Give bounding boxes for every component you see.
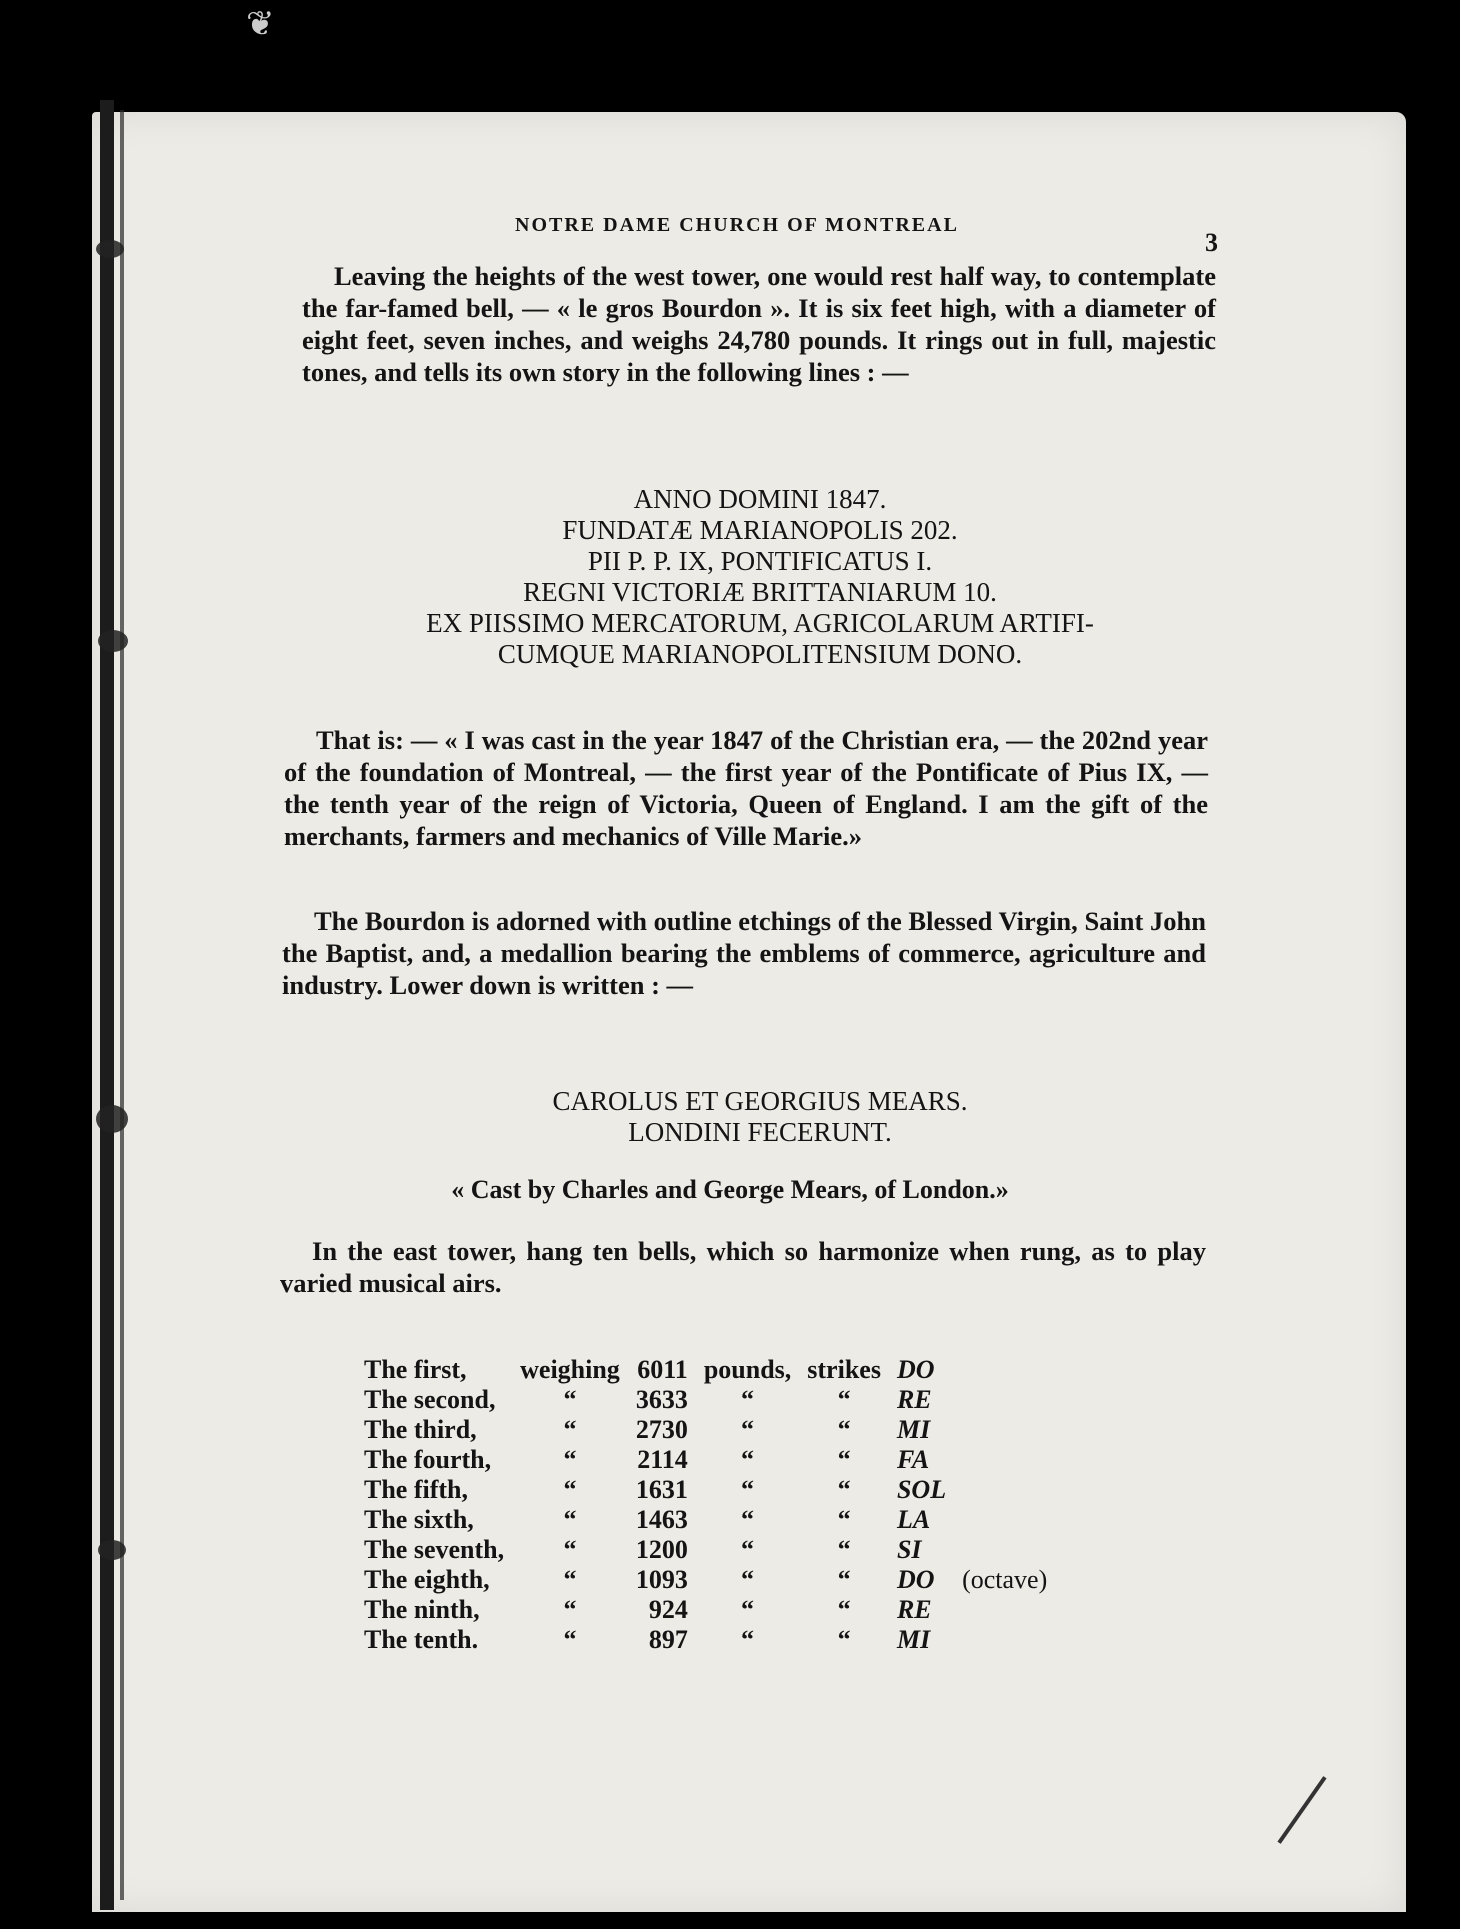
- bell-extra: (octave): [962, 1565, 1048, 1594]
- bell-weighing: “: [563, 1535, 577, 1564]
- bell-unit: “: [741, 1445, 755, 1474]
- paragraph-east-tower: [280, 1235, 1206, 1299]
- bell-strikes: “: [837, 1625, 851, 1654]
- bell-weight: 1093: [635, 1565, 688, 1594]
- bell-extra: [954, 1475, 1055, 1505]
- inscription-line: ANNO DOMINI 1847.: [633, 484, 887, 514]
- bell-name: The third,: [364, 1415, 477, 1444]
- bell-extra: [954, 1505, 1055, 1535]
- bell-name: The sixth,: [364, 1505, 474, 1534]
- bell-strikes: “: [837, 1415, 851, 1444]
- scanner-logo-mark: ❦: [246, 6, 275, 43]
- bell-extra: [954, 1355, 1055, 1385]
- bell-row: [356, 1565, 1055, 1595]
- bell-weighing: “: [563, 1505, 577, 1534]
- bell-strikes: strikes: [807, 1355, 881, 1384]
- inscription-latin: [300, 484, 1220, 670]
- bell-unit: “: [741, 1595, 755, 1624]
- bell-note: DO: [896, 1355, 935, 1384]
- inscription-founders: [300, 1086, 1220, 1148]
- bell-unit: “: [741, 1415, 755, 1444]
- bell-note: DO: [896, 1565, 935, 1594]
- bell-name: The fourth,: [364, 1445, 492, 1474]
- inscription-line: FUNDATÆ MARIANOPOLIS 202.: [562, 515, 958, 545]
- bell-row: [356, 1475, 1055, 1505]
- bell-weight: 897: [648, 1625, 688, 1654]
- bell-row: [356, 1385, 1055, 1415]
- bell-strikes: “: [837, 1475, 851, 1504]
- inscription-line: EX PIISSIMO MERCATORUM, AGRICOLARUM ARTIFI-: [426, 608, 1094, 638]
- bell-weighing: weighing: [520, 1355, 620, 1384]
- bell-row: [356, 1355, 1055, 1385]
- founders-translation: « Cast by Charles and George Mears, of London.»: [451, 1175, 1009, 1204]
- bell-name: The seventh,: [364, 1535, 505, 1564]
- bell-weighing: “: [563, 1565, 577, 1594]
- bell-weight: 2114: [637, 1445, 688, 1474]
- bell-name: The tenth.: [364, 1625, 479, 1654]
- bell-weighing: “: [563, 1385, 577, 1414]
- bell-note: RE: [896, 1595, 932, 1624]
- bell-row: [356, 1445, 1055, 1475]
- bell-weight: 1631: [635, 1475, 688, 1504]
- running-title: NOTRE DAME CHURCH OF MONTREAL: [515, 214, 959, 236]
- bell-strikes: “: [837, 1535, 851, 1564]
- bell-name: The eighth,: [364, 1565, 490, 1594]
- bell-unit: “: [741, 1505, 755, 1534]
- bell-strikes: “: [837, 1505, 851, 1534]
- bell-weighing: “: [563, 1595, 577, 1624]
- bell-strikes: “: [837, 1385, 851, 1414]
- bell-weight: 1200: [635, 1535, 688, 1564]
- bell-row: [356, 1535, 1055, 1565]
- inscription-line: CUMQUE MARIANOPOLITENSIUM DONO.: [497, 639, 1023, 669]
- bell-row: [356, 1595, 1055, 1625]
- bell-unit: pounds,: [703, 1355, 792, 1384]
- bell-note: LA: [896, 1505, 931, 1534]
- inscription-line: CAROLUS ET GEORGIUS MEARS.: [552, 1086, 968, 1116]
- bell-weighing: “: [563, 1475, 577, 1504]
- bell-unit: “: [741, 1535, 755, 1564]
- bell-name: The fifth,: [364, 1475, 468, 1504]
- paragraph-west-tower: [302, 260, 1216, 388]
- bell-extra: [954, 1445, 1055, 1475]
- bell-weight: 924: [648, 1595, 688, 1624]
- bell-strikes: “: [837, 1565, 851, 1594]
- inscription-line: LONDINI FECERUNT.: [628, 1117, 892, 1147]
- bell-note: FA: [896, 1445, 930, 1474]
- bell-weight: 2730: [635, 1415, 688, 1444]
- paragraph-text: Leaving the heights of the west tower, one would rest half way, to contemplate the far-famed bell, — « le gros Bourdon ». It is six feet high, with a diameter of eight feet, seven inches, and weighs 24,780 pounds. It rings out in full, majestic tones, and tells its own story in the following lines : —: [302, 261, 1216, 387]
- bell-name: The first,: [364, 1355, 467, 1384]
- bell-weight: 1463: [635, 1505, 688, 1534]
- bell-row: [356, 1415, 1055, 1445]
- bell-row: [356, 1505, 1055, 1535]
- bell-extra: [954, 1385, 1055, 1415]
- bell-strikes: “: [837, 1445, 851, 1474]
- bell-extra: [954, 1415, 1055, 1445]
- bell-row: [356, 1625, 1055, 1655]
- inscription-line: REGNI VICTORIÆ BRITTANIARUM 10.: [523, 577, 997, 607]
- bell-note: SI: [896, 1535, 922, 1564]
- bell-weighing: “: [563, 1415, 577, 1444]
- bell-note: RE: [896, 1385, 932, 1414]
- bell-extra: [954, 1595, 1055, 1625]
- bell-unit: “: [741, 1565, 755, 1594]
- bell-weight: 6011: [637, 1355, 688, 1384]
- bell-weighing: “: [563, 1625, 577, 1654]
- bell-name: The second,: [364, 1385, 496, 1414]
- bell-note: SOL: [896, 1475, 947, 1504]
- bell-name: The ninth,: [364, 1595, 480, 1624]
- bells-table: [356, 1355, 1055, 1655]
- paragraph-translation: [284, 724, 1208, 852]
- paragraph-bourdon-etchings: [282, 905, 1206, 1001]
- bell-note: MI: [896, 1415, 931, 1444]
- paragraph-text: The Bourdon is adorned with outline etchings of the Blessed Virgin, Saint John the Baptist, and, a medallion bearing the emblems of commerce, agriculture and industry. Lower down is written : —: [282, 906, 1206, 1000]
- bell-weight: 3633: [635, 1385, 688, 1414]
- bell-unit: “: [741, 1385, 755, 1414]
- paragraph-text: In the east tower, hang ten bells, which so harmonize when rung, as to play varied musical airs.: [280, 1236, 1206, 1298]
- bell-note: MI: [896, 1625, 931, 1654]
- inscription-line: PII P. P. IX, PONTIFICATUS I.: [587, 546, 933, 576]
- bell-unit: “: [741, 1475, 755, 1504]
- bell-unit: “: [741, 1625, 755, 1654]
- bell-extra: [954, 1625, 1055, 1655]
- paragraph-text: That is: — « I was cast in the year 1847 of the Christian era, — the 202nd year of the foundation of Montreal, — the first year of the Pontificate of Pius IX, — the tenth year of the reign of Victoria, Queen of England. I am the gift of the merchants, farmers and mechanics of Ville Marie.»: [284, 725, 1208, 851]
- bell-strikes: “: [837, 1595, 851, 1624]
- page-number: 3: [1205, 228, 1218, 257]
- bell-extra: [954, 1535, 1055, 1565]
- bell-weighing: “: [563, 1445, 577, 1474]
